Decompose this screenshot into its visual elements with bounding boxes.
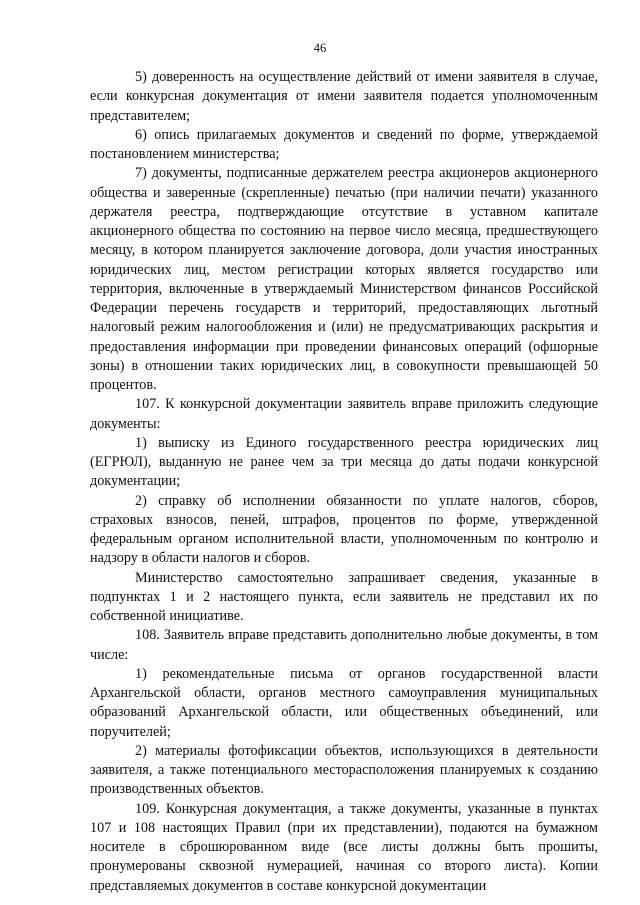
page-number: 46 (313, 41, 327, 55)
document-body (90, 68, 598, 896)
paragraph-clause-108: 108. Заявитель вправе представить дополнительно любые документы, в том числе: (90, 627, 598, 663)
paragraph-clause-107: 107. К конкурсной документации заявитель вправе приложить следующие документы: (90, 396, 598, 432)
paragraph-clause-108-item-2: 2) материалы фотофиксации объектов, использующихся в деятельности заявителя, а также потенциального месторасположения планируемых к созданию производственных объектов. (90, 742, 598, 798)
paragraph-ministry-request: Министерство самостоятельно запрашивает сведения, указанные в подпунктах 1 и 2 настоящего пункта, если заявитель не представил их по собственной инициативе. (90, 569, 598, 624)
paragraph-clause-107-item-1: 1) выписку из Единого государственного реестра юридических лиц (ЕГРЮЛ), выданную не ранее чем за три месяца до даты подачи конкурсной документации; (90, 434, 598, 490)
paragraph-clause-108-item-1: 1) рекомендательные письма от органов государственной власти Архангельской области, органов местного самоуправления муниципальных образований Архангельской области, или общественных объединений, или поручителей; (90, 665, 598, 740)
paragraph-clause-109: 109. Конкурсная документация, а также документы, указанные в пунктах 107 и 108 настоящих Правил (при их представлении), подаются на бумажном носителе в сброшюрованном виде (все листы должны быть прошиты, пронумерованы сквозной нумерацией, начиная со второго листа). Копии представляемых документов в составе конкурсной документации (90, 800, 598, 894)
paragraph-item-5-power-of-attorney: 5) доверенность на осуществление действий от имени заявителя в случае, если конкурсная документация от имени заявителя подается уполномоченным представителем; (90, 69, 598, 124)
paragraph-item-7-shareholder-registry: 7) документы, подписанные держателем реестра акционеров акционерного общества и заверенные (скрепленные) печатью (при наличии печати) указанного держателя реестра, подтверждающие отсутствие в уставном капитале акционерного общества по состоянию на первое число месяца, предшествующего месяцу, в котором планируется заключение договора, доли участия иностранных юридических лиц, местом регистрации которых является государство или территория, включенные в утверждаемый Министерством финансов Российской Федерации перечень государств и территорий, предоставляющих льготный налоговый режим налогообложения и (или) не предусматривающих раскрытия и предоставления информации при проведении финансовых операций (офшорные зоны) в отношении таких юридических лиц, в совокупности превышающей 50 процентов. (90, 165, 598, 393)
paragraph-item-6-inventory: 6) опись прилагаемых документов и сведений по форме, утверждаемой постановлением министерства; (90, 126, 598, 162)
paragraph-clause-107-item-2: 2) справку об исполнении обязанности по уплате налогов, сборов, страховых взносов, пеней, штрафов, процентов по форме, утвержденной федеральным органом исполнительной власти, уполномоченным по контролю и надзору в области налогов и сборов. (90, 492, 598, 567)
